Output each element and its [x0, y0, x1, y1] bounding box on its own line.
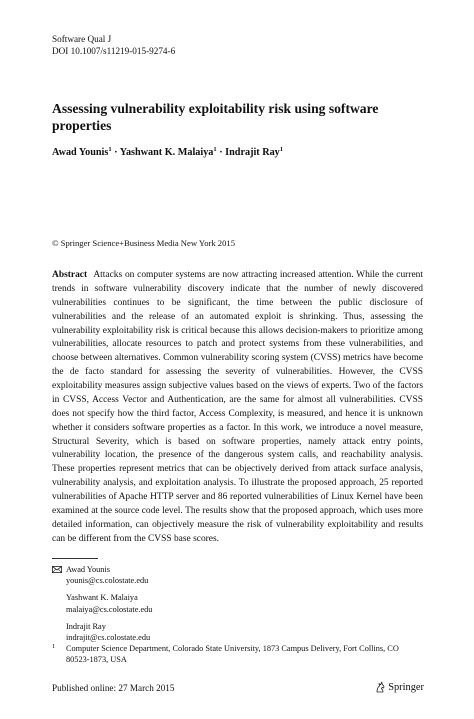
publisher-logo: [376, 681, 424, 693]
contact-name: Yashwant K. Malaiya: [66, 593, 138, 603]
affiliation-sup: 1: [213, 146, 217, 153]
author-name: Yashwant K. Malaiya: [119, 147, 214, 158]
author-name: Indrajit Ray: [225, 147, 280, 158]
contact-item: [52, 564, 152, 586]
contact-email[interactable]: malaiya@cs.colostate.edu: [66, 604, 153, 614]
publisher-name: Springer: [388, 681, 424, 693]
contact-name: Indrajit Ray: [66, 621, 106, 631]
paper-title: Assessing vulnerability exploitability risk using software properties: [52, 101, 379, 134]
author-name: Awad Younis: [52, 147, 109, 158]
contact-list: [52, 564, 152, 649]
contact-item: [52, 592, 152, 614]
contact-name: Awad Younis: [66, 565, 110, 574]
author-separator: ·: [219, 147, 223, 158]
author-separator: ·: [114, 147, 118, 158]
affiliation-sup: 1: [279, 146, 284, 153]
contact-email[interactable]: indrajit@cs.colostate.edu: [66, 633, 151, 643]
author-list: [52, 147, 283, 158]
abstract-text: Attacks on computer systems are now attracting increased attention. While the current trends in software vulnerability discovery indicate that the number of newly discovered vulnerabilities continues to be significant, the time between the public disclosure of vulnerabilities and the release of an automated exploit is shrinking. Thus, assessing the vulnerability exploitability risk is critical because this allows decision-makers to prioritize among vulnerabilities, allocate resources to patch and protect systems from these vulnerabilities, and choose between alternatives. Common vulnerability scoring system (CVSS) metrics have become the de facto standard for assessing the severity of vulnerabilities. However, the CVSS exploitability measures assign subjective values based on the views of experts. Two of the factors in CVSS, Access Vector and Authentication, are the same for almost all vulnerabilities. CVSS does not specify how the third factor, Access Complexity, is measured, and hence it is unknown whether it considers software properties as a factor. In this work, we introduce a novel measure, Structural Severity, which is based on software properties, namely attack entry points, vulnerability location, the presence of the dangerous system calls, and reachability analysis. These properties represent metrics that can be objectively derived from attack surface analysis, vulnerability analysis, and exploitation analysis. To illustrate the proposed approach, 25 reported vulnerabilities of Apache HTTP server and 86 reported vulnerabilities of Linux Kernel have been examined at the source code level. The results show that the proposed approach, which uses more detailed information, can objectively measure the risk of vulnerability exploitability and results can be different from the CVSS base scores.: [52, 270, 423, 544]
journal-header: [52, 33, 175, 58]
contact-item: [52, 621, 152, 643]
journal-name: Software Qual J: [52, 34, 112, 44]
affiliation-text: Computer Science Department, Colorado State University, 1873 Campus Delivery, Fort Collins, CO 80523-1873, USA: [66, 644, 399, 665]
envelope-icon: [52, 566, 62, 573]
footnote-divider: [52, 558, 98, 559]
abstract: [52, 269, 423, 547]
contact-email[interactable]: younis@cs.colostate.edu: [66, 576, 149, 586]
affiliation-sup: 1: [108, 146, 112, 153]
footnote-marker: 1: [52, 643, 56, 650]
doi-link[interactable]: DOI 10.1007/s11219-015-9274-6: [52, 46, 176, 57]
published-date: Published online: 27 March 2015: [52, 683, 175, 693]
abstract-label: Abstract: [52, 270, 88, 280]
affiliation-footnote: [52, 643, 424, 665]
springer-horse-icon: [376, 681, 385, 693]
copyright-notice: © Springer Science+Business Media New York 2015: [52, 238, 235, 248]
